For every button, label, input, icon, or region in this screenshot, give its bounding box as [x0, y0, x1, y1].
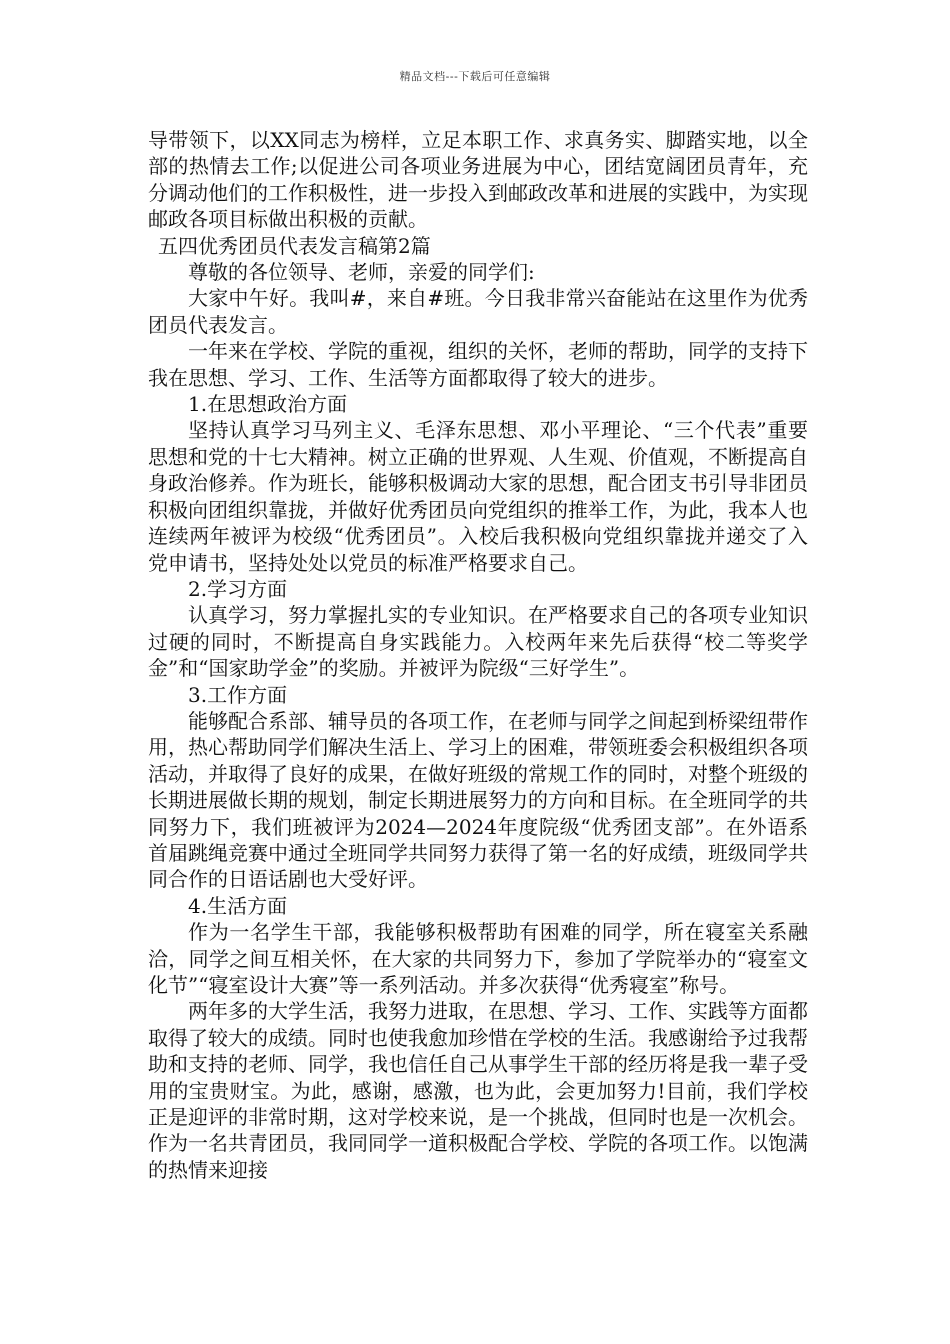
paragraph: 能够配合系部、辅导员的各项工作，在老师与同学之间起到桥梁纽带作用，热心帮助同学们解决生活上、学习上的困难，带领班委会积极组织各项活动，并取得了良好的成果，在做好班级的常规工作的同时，对整个班级的长期进展做长期的规划，制定长期进展努力的方向和目标。在全班同学的共同努力下，我们班被评为2024—2024年度院级“优秀团支部”。在外语系首届跳绳竞赛中通过全班同学共同努力获得了第一名的好成绩，班级同学共同合作的日语话剧也大受好评。 — [148, 708, 808, 892]
paragraph: 作为一名学生干部，我能够积极帮助有困难的同学，所在寝室关系融洽，同学之间互相关怀，在大家的共同努力下，参加了学院举办的“寝室文化节”“寝室设计大赛”等一系列活动。并多次获得“优秀寝室”称号。 — [148, 920, 808, 997]
section-title: 五四优秀团员代表发言稿第2篇 — [158, 233, 431, 258]
paragraph: 大家中午好。我叫#，来自#班。今日我非常兴奋能站在这里作为优秀团员代表发言。 — [148, 286, 808, 337]
paragraph: 坚持认真学习马列主义、毛泽东思想、邓小平理论、“三个代表”重要思想和党的十七大精神。树立正确的世界观、人生观、价值观，不断提高自身政治修养。作为班长，能够积极调动大家的思想，配合团支书引导非团员积极向团组织靠拢，并做好优秀团员向党组织的推举工作，为此，我本人也连续两年被评为校级“优秀团员”。入校后我积极向党组织靠拢并递交了入党申请书，坚持处处以党员的标准严格要求自己。 — [148, 418, 808, 575]
paragraph: 认真学习，努力掌握扎实的专业知识。在严格要求自己的各项专业知识过硬的同时，不断提高自身实践能力。入校两年来先后获得“校二等奖学金”和“国家助学金”的奖励。并被评为院级“三好学生”。 — [148, 603, 808, 681]
paragraph: 两年多的大学生活，我努力进取，在思想、学习、工作、实践等方面都取得了较大的成绩。同时也使我愈加珍惜在学校的生活。我感谢给予过我帮助和支持的老师、同学，我也信任自己从事学生干部的经历将是我一辈子受用的宝贵财宝。为此，感谢，感激，也为此，会更加努力!目前，我们学校正是迎评的非常时期，这对学校来说，是一个挑战，但同时也是一次机会。作为一名共青团员，我同同学一道积极配合学校、学院的各项工作。以饱满的热情来迎接 — [148, 999, 808, 1182]
subheading-work: 3.工作方面 — [188, 682, 288, 707]
page-header: 精品文档---下载后可任意编辑 — [399, 70, 551, 83]
document-body — [148, 127, 808, 1183]
salutation: 尊敬的各位领导、老师，亲爱的同学们: — [188, 260, 535, 285]
paragraph: 一年来在学校、学院的重视，组织的关怀，老师的帮助，同学的支持下我在思想、学习、工作、生活等方面都取得了较大的进步。 — [148, 339, 808, 390]
paragraph: 导带领下，以XX同志为榜样，立足本职工作、求真务实、脚踏实地，以全部的热情去工作;以促进公司各项业务进展为中心，团结宽阔团员青年，充分调动他们的工作积极性，进一步投入到邮政改革和进展的实践中，为实现邮政各项目标做出积极的贡献。 — [148, 128, 808, 232]
subheading-study: 2.学习方面 — [188, 576, 288, 601]
subheading-politics: 1.在思想政治方面 — [188, 392, 348, 417]
subheading-life: 4.生活方面 — [188, 893, 288, 918]
